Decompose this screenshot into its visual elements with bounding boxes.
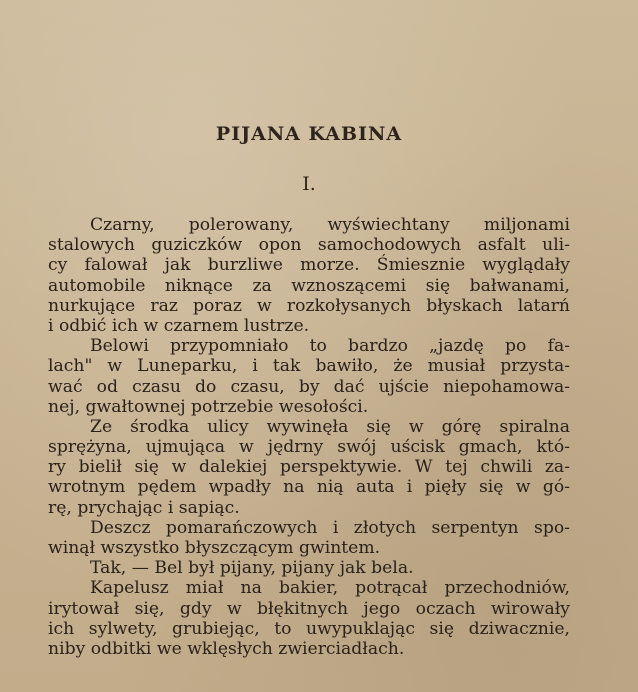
text-line: Kapelusz miał na bakier, potrącał przechodniów, xyxy=(90,578,570,599)
text-line: winął wszystko błyszczącym gwintem. xyxy=(48,538,381,558)
text-line: Tak, — Bel był pijany, pijany jak bela. xyxy=(90,558,414,579)
body-text xyxy=(48,215,570,659)
text-line: ry bielił się w dalekiej perspektywie. W tej chwili za- xyxy=(48,457,570,478)
text-line: lach" w Luneparku, i tak bawiło, że musiał przysta- xyxy=(48,356,570,377)
text-line: wrotnym pędem wpadły na nią auta i pięły się w gó- xyxy=(48,477,570,498)
text-line: rę, prychając i sapiąc. xyxy=(48,497,240,518)
chapter-title: PIJANA KABINA xyxy=(215,123,403,145)
text-line: cy falował jak burzliwe morze. Śmiesznie wyglądały xyxy=(48,255,570,276)
text-line: ich sylwety, grubiejąc, to uwypuklając się dziwacznie, xyxy=(48,618,570,639)
text-line: Czarny, polerowany, wyświechtany miljonami xyxy=(90,215,570,235)
text-line: automobile niknące za wznoszącemi się bałwanami, xyxy=(48,275,570,296)
text-line: sprężyna, ujmująca w jędrny swój uścisk gmach, któ- xyxy=(48,437,570,458)
text-line: stalowych guziczków opon samochodowych asfalt uli- xyxy=(48,235,570,256)
text-line: irytował się, gdy w błękitnych jego oczach wirowały xyxy=(48,598,570,619)
text-line: wać od czasu do czasu, by dać ujście niepohamowa- xyxy=(48,376,570,397)
text-line: i odbić ich w czarnem lustrze. xyxy=(48,315,310,336)
text-line: Deszcz pomarańczowych i złotych serpentyn spo- xyxy=(90,517,570,538)
text-line: Belowi przypomniało to bardzo „jazdę po fa- xyxy=(90,336,570,357)
text-line: niby odbitki we wklęsłych zwierciadłach. xyxy=(48,638,405,659)
text-line: Ze środka ulicy wywinęła się w górę spiralna xyxy=(90,416,570,437)
section-number: I. xyxy=(302,173,316,195)
text-line: nurkujące raz poraz w rozkołysanych błyskach latarń xyxy=(48,295,570,316)
text-line: nej, gwałtownej potrzebie wesołości. xyxy=(48,396,369,417)
